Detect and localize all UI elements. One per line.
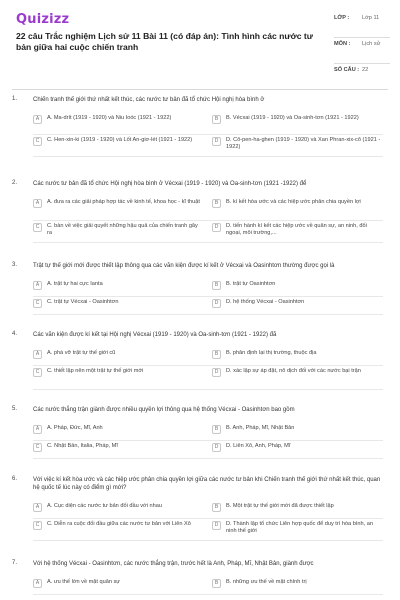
option-letter-badge: B bbox=[212, 281, 221, 290]
option-row-divider bbox=[33, 156, 383, 157]
answer-option-a[interactable] bbox=[33, 114, 203, 124]
option-row-divider bbox=[33, 365, 383, 366]
option-letter-badge: B bbox=[212, 579, 221, 588]
option-text: D. tiến hành kí kết các hiệp ước về quân sự, an ninh, đối ngoại, môi trường,... bbox=[226, 223, 367, 236]
option-letter-badge: D bbox=[212, 299, 221, 308]
option-row-divider bbox=[33, 458, 383, 459]
option-text: A. đưa ra các giải pháp hợp tác về kinh tế, khoa học - kĩ thuật bbox=[47, 199, 200, 205]
question-number: 2. bbox=[12, 180, 18, 186]
answer-option-c[interactable] bbox=[33, 298, 203, 308]
answer-option-a[interactable] bbox=[33, 578, 203, 588]
option-letter-badge: C bbox=[33, 443, 42, 452]
meta-info-panel bbox=[334, 12, 390, 80]
option-text: B. Vécxai (1919 - 1920) và Oa-sinh-tơn (1921 - 1922) bbox=[226, 115, 359, 121]
question-text: Với việc kí kết hòa ước và các hiệp ước phân chia quyền lợi giữa các nước tư bản khi Chiến tranh thế giới thứ nhất kết thúc, quan hệ quốc tế lúc này có điểm gì mới? bbox=[33, 477, 381, 491]
option-row-divider bbox=[33, 134, 383, 135]
answer-option-d[interactable] bbox=[212, 367, 382, 377]
option-text: C. thiết lập nên một trật tự thế giới mới bbox=[47, 368, 144, 374]
question-text: Các nước thắng trận giành được nhiều quyền lợi thông qua hệ thống Vécxai - Oasinhtơn bao gồm bbox=[33, 407, 295, 413]
option-row-divider bbox=[33, 242, 383, 243]
answer-option-a[interactable] bbox=[33, 198, 203, 208]
answer-option-c[interactable] bbox=[33, 136, 203, 146]
option-letter-badge: A bbox=[33, 503, 42, 512]
question-text: Chiến tranh thế giới thứ nhất kết thúc, các nước tư bản đã tổ chức Hội nghị hòa bình ở bbox=[33, 97, 265, 103]
option-letter-badge: D bbox=[212, 223, 221, 232]
answer-option-a[interactable] bbox=[33, 424, 203, 434]
option-row-divider bbox=[33, 389, 383, 390]
option-text: D. Liên Xô, Anh, Pháp, Mĩ bbox=[226, 443, 291, 449]
option-letter-badge: B bbox=[212, 350, 221, 359]
option-letter-badge: A bbox=[33, 425, 42, 434]
option-text: B. kí kết hòa ước và các hiệp ước phân chia quyền lợi bbox=[226, 199, 361, 205]
meta-value: 22 bbox=[362, 67, 369, 73]
option-text: D. hệ thống Vécxai - Oasinhtơn bbox=[226, 299, 305, 305]
answer-option-a[interactable] bbox=[33, 349, 203, 359]
option-text: C. Hen-xin-ki (1919 - 1920) và Lốt An-giơ-lét (1921 - 1922) bbox=[47, 137, 193, 143]
answer-option-b[interactable] bbox=[212, 198, 382, 208]
option-text: C. trật tự Vécxai - Oasinhtơn bbox=[47, 299, 119, 305]
answer-option-d[interactable] bbox=[212, 136, 382, 151]
answer-option-b[interactable] bbox=[212, 114, 382, 124]
option-letter-badge: D bbox=[212, 443, 221, 452]
option-text: A. ưu thế lớn về mặt quân sự bbox=[47, 579, 121, 585]
option-letter-badge: C bbox=[33, 223, 42, 232]
question-number: 1. bbox=[12, 96, 18, 102]
option-text: C. bàn về việc giải quyết những hậu quả của chiến tranh gây ra bbox=[47, 223, 198, 236]
meta-value: Lịch sử bbox=[362, 41, 381, 47]
option-text: A. Cục diện các nước tư bản đối đầu với nhau bbox=[47, 503, 162, 509]
option-letter-badge: A bbox=[33, 281, 42, 290]
option-row-divider bbox=[33, 440, 383, 441]
option-letter-badge: C bbox=[33, 137, 42, 146]
answer-option-d[interactable] bbox=[212, 222, 382, 237]
question-text: Các nước tư bản đã tổ chức Hội nghị hòa bình ở Vécxai (1919 - 1920) và Oa-sinh-tơn (1921 -1922) để bbox=[33, 181, 307, 187]
option-letter-badge: B bbox=[212, 503, 221, 512]
meta-row-class bbox=[334, 12, 390, 38]
option-letter-badge: D bbox=[212, 137, 221, 146]
answer-option-c[interactable] bbox=[33, 367, 203, 377]
meta-row-subject bbox=[334, 38, 390, 64]
answer-option-b[interactable] bbox=[212, 349, 382, 359]
option-letter-badge: A bbox=[33, 350, 42, 359]
question-number: 7. bbox=[12, 560, 18, 566]
answer-option-a[interactable] bbox=[33, 280, 203, 290]
answer-option-b[interactable] bbox=[212, 502, 382, 512]
answer-option-c[interactable] bbox=[33, 222, 203, 237]
meta-label: LỚP : bbox=[334, 15, 350, 21]
option-text: A. Pháp, Đức, Mĩ, Anh bbox=[47, 425, 103, 431]
option-text: D. Cô-pen-ha-ghen (1919 - 1920) và Xan Phran-xix-cô (1921 - 1922) bbox=[226, 137, 381, 150]
question-text: Các văn kiện được kí kết tại Hội nghị Vécxai (1919 - 1920) và Oa-sinh-tơn (1921 - 1922) đã bbox=[33, 332, 277, 338]
option-text: A. trật tự hai cực Ianta bbox=[47, 281, 103, 287]
option-text: B. Một trật tự thế giới mới đã được thiết lập bbox=[226, 503, 334, 509]
answer-option-d[interactable] bbox=[212, 298, 382, 308]
option-row-divider bbox=[33, 518, 383, 519]
option-letter-badge: B bbox=[212, 425, 221, 434]
option-row-divider bbox=[33, 594, 383, 595]
option-letter-badge: C bbox=[33, 521, 42, 530]
option-row-divider bbox=[33, 220, 383, 221]
answer-option-b[interactable] bbox=[212, 424, 382, 434]
option-letter-badge: D bbox=[212, 368, 221, 377]
answer-option-c[interactable] bbox=[33, 520, 203, 530]
meta-value: Lớp 11 bbox=[362, 15, 380, 21]
document-header bbox=[0, 0, 400, 88]
answer-option-d[interactable] bbox=[212, 442, 382, 452]
quizizz-logo: Quizizz bbox=[16, 12, 70, 27]
answer-option-c[interactable] bbox=[33, 442, 203, 452]
document-title: 22 câu Trắc nghiệm Lịch sử 11 Bài 11 (có đáp án): Tình hình các nước tư bản giữa hai cuộc chiến tranh bbox=[16, 31, 313, 52]
question-text: Trật tự thế giới mới được thiết lập thông qua các văn kiện được kí kết ở Vécxai và Oasinhtơn thường được gọi là bbox=[33, 263, 335, 269]
option-text: A. phá vỡ trật tự thế giới cũ bbox=[47, 350, 116, 356]
option-text: D. Thành lập tổ chức Liên hợp quốc để duy trì hòa bình, an ninh thế giới bbox=[226, 521, 373, 534]
option-letter-badge: D bbox=[212, 521, 221, 530]
answer-option-b[interactable] bbox=[212, 280, 382, 290]
option-text: B. trật tự Oasinhtơn bbox=[226, 281, 276, 287]
option-text: B. những ưu thế về mặt chính trị bbox=[226, 579, 307, 585]
question-number: 3. bbox=[12, 262, 18, 268]
option-letter-badge: A bbox=[33, 115, 42, 124]
option-letter-badge: C bbox=[33, 368, 42, 377]
option-text: A. Ma-drít (1919 - 1920) và Niu Ioóc (1921 - 1922) bbox=[47, 115, 172, 121]
option-letter-badge: A bbox=[33, 579, 42, 588]
option-text: D. xác lập sự áp đặt, nô dịch đối với các nước bại trận bbox=[226, 368, 361, 374]
option-row-divider bbox=[33, 540, 383, 541]
question-number: 4. bbox=[12, 331, 18, 337]
question-number: 5. bbox=[12, 406, 18, 412]
option-row-divider bbox=[33, 314, 383, 315]
option-text: C. Nhật Bản, Italia, Pháp, Mĩ bbox=[47, 443, 118, 449]
option-text: B. phân định lại thị trường, thuộc địa bbox=[226, 350, 317, 356]
meta-label: SỐ CÂU : bbox=[334, 67, 360, 73]
option-letter-badge: A bbox=[33, 199, 42, 208]
meta-label: MÔN : bbox=[334, 41, 351, 47]
option-letter-badge: B bbox=[212, 199, 221, 208]
meta-row-count bbox=[334, 64, 390, 80]
option-text: C. Diễn ra cuộc đối đầu giữa các nước tư bản với Liên Xô bbox=[47, 521, 191, 527]
question-number: 6. bbox=[12, 476, 18, 482]
question-text: Với hệ thống Vécxai - Oasinhtơn, các nước thắng trận, trước hết là Anh, Pháp, Mĩ, Nhật Bản, giành được bbox=[33, 561, 314, 567]
option-text: B. Anh, Pháp, Mĩ, Nhật Bản bbox=[226, 425, 295, 431]
option-row-divider bbox=[33, 296, 383, 297]
option-letter-badge: C bbox=[33, 299, 42, 308]
answer-option-d[interactable] bbox=[212, 520, 382, 535]
answer-option-b[interactable] bbox=[212, 578, 382, 588]
answer-option-a[interactable] bbox=[33, 502, 203, 512]
header-divider bbox=[12, 89, 388, 90]
option-letter-badge: B bbox=[212, 115, 221, 124]
